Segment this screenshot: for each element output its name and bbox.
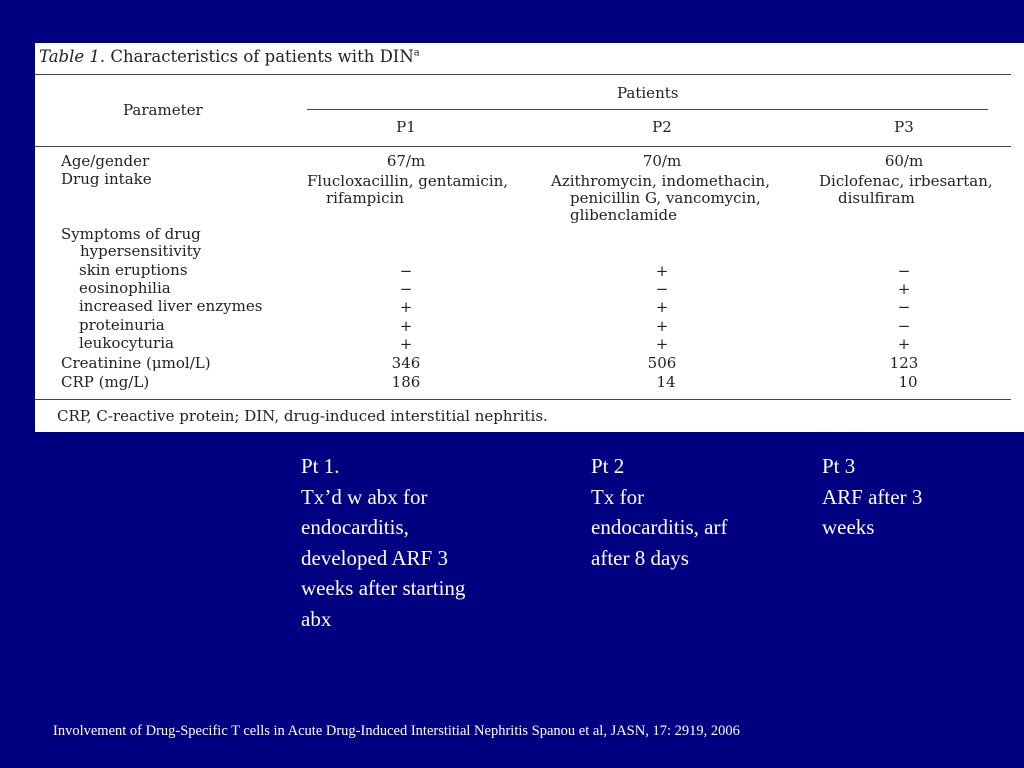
cell-crp-p2: 14	[656, 373, 676, 391]
row-label-leukocyturia: leukocyturia	[79, 334, 174, 352]
parameter-header: Parameter	[123, 101, 203, 119]
note-line: Tx for	[591, 484, 645, 509]
cell-prot-p1: +	[399, 317, 413, 335]
note-line: endocarditis, arf	[591, 515, 728, 539]
note-line: after 8 days	[591, 545, 689, 570]
note-line: developed ARF 3	[301, 545, 448, 570]
symptoms-label-line: Symptoms of drug	[61, 225, 201, 243]
cell-skin-p3: −	[897, 262, 911, 280]
row-label-creatinine: Creatinine (μmol/L)	[61, 354, 211, 372]
row-label-liver-enzymes: increased liver enzymes	[79, 297, 263, 315]
table-rule-bottom	[35, 399, 1011, 400]
cell-creatinine-p2: 506	[647, 354, 677, 372]
cell-age-p3: 60/m	[884, 152, 924, 170]
citation: Involvement of Drug-Specific T cells in Acute Drug-Induced Interstitial Nephritis Spanou et al, JASN, 17: 2919, 2006	[53, 723, 740, 739]
note-line: Pt 3	[822, 454, 856, 478]
row-label-age-gender: Age/gender	[61, 152, 150, 170]
table-figure	[35, 43, 1024, 432]
note-line: Pt 2	[591, 454, 625, 478]
cell-drug-p1	[307, 173, 508, 207]
cell-crp-p1: 186	[391, 373, 421, 391]
cell-drug-p3-line: disulfiram	[838, 189, 915, 207]
table-rule-header	[35, 146, 1011, 147]
note-line: Pt 1.	[301, 454, 340, 478]
cell-drug-p2-line: penicillin G, vancomycin,	[570, 189, 761, 207]
cell-skin-p1: −	[399, 262, 413, 280]
cell-crp-p3: 10	[898, 373, 918, 391]
cell-liver-p1: +	[399, 298, 413, 316]
cell-eos-p1: −	[399, 280, 413, 298]
note-line: ARF after 3	[822, 484, 923, 509]
cell-skin-p2: +	[655, 262, 669, 280]
row-label-eosinophilia: eosinophilia	[79, 279, 171, 297]
cell-creatinine-p3: 123	[889, 354, 919, 372]
symptoms-label-line: hypersensitivity	[80, 242, 202, 260]
table-caption-label: Table 1.	[39, 47, 106, 66]
cell-drug-p2-line: glibenclamide	[570, 206, 677, 224]
cell-liver-p2: +	[655, 298, 669, 316]
cell-drug-p2	[551, 173, 770, 224]
cell-eos-p2: −	[655, 280, 669, 298]
table-footnote: CRP, C-reactive protein; DIN, drug-induced interstitial nephritis.	[57, 407, 548, 425]
column-header-p2: P2	[652, 118, 672, 136]
cell-drug-p1-line: rifampicin	[326, 189, 404, 207]
cell-leuko-p3: +	[897, 335, 911, 353]
note-patient-1	[301, 451, 465, 634]
row-label-crp: CRP (mg/L)	[61, 373, 150, 391]
note-patient-3	[822, 451, 922, 543]
cell-leuko-p2: +	[655, 335, 669, 353]
cell-age-p2: 70/m	[642, 152, 682, 170]
cell-drug-p3-line: Diclofenac, irbesartan,	[819, 172, 993, 190]
note-line: weeks	[822, 515, 875, 539]
cell-prot-p3: −	[897, 317, 911, 335]
row-label-symptoms	[61, 226, 201, 260]
cell-age-p1: 67/m	[386, 152, 426, 170]
row-label-proteinuria: proteinuria	[79, 316, 165, 334]
cell-liver-p3: −	[897, 298, 911, 316]
cell-drug-p3	[819, 173, 993, 207]
column-header-p3: P3	[894, 118, 914, 136]
table-rule-top	[35, 74, 1011, 75]
cell-eos-p3: +	[897, 280, 911, 298]
table-caption-text: Characteristics of patients with DIN	[110, 47, 414, 66]
note-line: weeks after starting	[301, 576, 466, 600]
table-rule-patients	[307, 109, 988, 110]
row-label-drug-intake: Drug intake	[61, 170, 152, 188]
cell-creatinine-p1: 346	[391, 354, 421, 372]
column-header-p1: P1	[396, 118, 416, 136]
note-patient-2	[591, 451, 727, 573]
note-line: Tx’d w abx for	[301, 484, 428, 509]
cell-leuko-p1: +	[399, 335, 413, 353]
cell-drug-p2-line: Azithromycin, indomethacin,	[551, 172, 770, 190]
note-line: endocarditis,	[301, 515, 409, 539]
table-caption-superscript: a	[413, 47, 420, 59]
table-caption	[39, 47, 420, 66]
cell-drug-p1-line: Flucloxacillin, gentamicin,	[307, 172, 509, 190]
row-label-skin-eruptions: skin eruptions	[79, 261, 188, 279]
patients-header: Patients	[617, 84, 679, 102]
cell-prot-p2: +	[655, 317, 669, 335]
note-line: abx	[301, 606, 332, 631]
